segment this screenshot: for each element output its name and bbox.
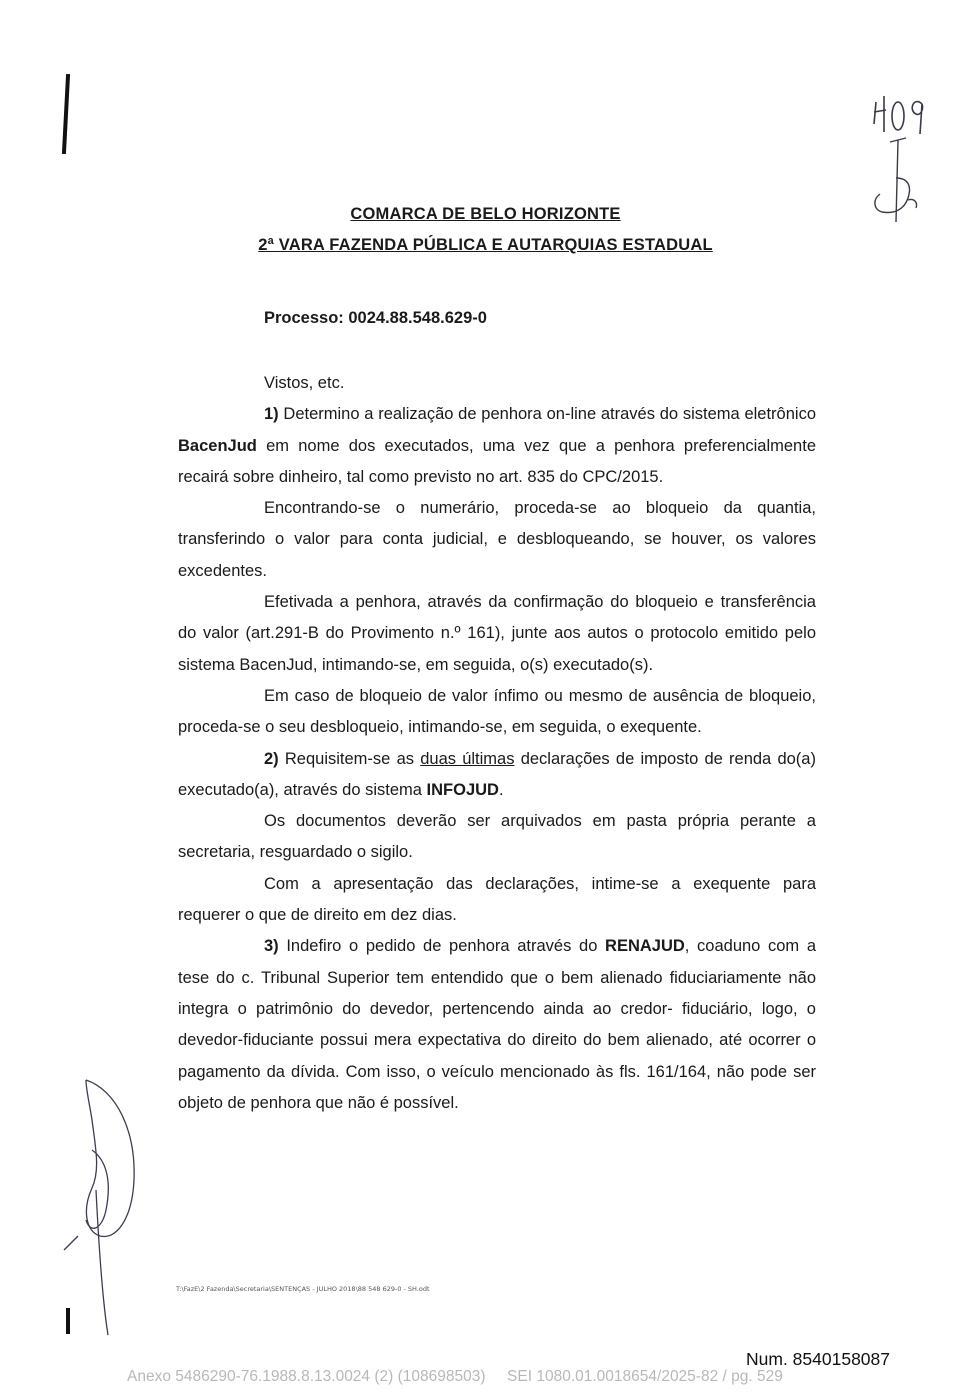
paragraph-8-text-c: , coaduno com a tese do c. Tribunal Superior tem entendido que o bem alienado fiduciariamente não integra o patrimônio do devedor, pertencendo ainda ao credor- fiduciário, logo, o devedor-fiduciante possui mera expectativa do direito do bem alienado, até ocorrer o pagamento da dívida. Com isso, o veículo mencionado às fls. 161/164, não pode ser objeto de penhora que não é possível. — [178, 937, 816, 1112]
paragraph-8 — [178, 931, 816, 1119]
signature — [56, 1060, 156, 1340]
item-number-2: 2) — [264, 749, 279, 768]
paragraph-1-text-c: em nome dos executados, uma vez que a penhora preferencialmente recairá sobre dinheiro, tal como previsto no art. 835 do CPC/2015. — [178, 436, 816, 486]
process-number: Processo: 0024.88.548.629-0 — [264, 309, 487, 327]
court-name: COMARCA DE BELO HORIZONTE — [350, 205, 621, 223]
paragraph-5-text-c: declarações de imposto de renda do(a) executado(a), através do sistema — [178, 749, 816, 799]
court-division: 2ª VARA FAZENDA PÚBLICA E AUTARQUIAS ESTADUAL — [258, 236, 713, 254]
paragraph-8-text-a: Indefiro o pedido de penhora através do — [278, 937, 606, 956]
item-number-1: 1) — [264, 405, 279, 424]
decision-body — [178, 368, 816, 1119]
bacenjud-term: BacenJud — [178, 436, 257, 455]
paragraph-5-text-a: Requisitem-se as — [278, 749, 421, 768]
underlined-term: duas últimas — [420, 749, 515, 768]
renajud-term: RENAJUD — [605, 937, 685, 956]
paragraph-5 — [178, 744, 816, 807]
item-number-3: 3) — [264, 937, 279, 956]
paragraph-4: Em caso de bloqueio de valor ínfimo ou mesmo de ausência de bloqueio, proceda-se o seu desbloqueio, intimando-se, em seguida, o exequente. — [178, 686, 816, 737]
paragraph-5-text-e: . — [498, 780, 504, 799]
margin-mark-top — [62, 74, 70, 154]
paragraph-2: Encontrando-se o numerário, proceda-se ao bloqueio da quantia, transferindo o valor para conta judicial, e desbloqueando, se houver, os valores excedentes. — [178, 499, 816, 580]
paragraph-7: Com a apresentação das declarações, intime-se a exequente para requerer o que de direito em dez dias. — [178, 874, 816, 925]
greeting: Vistos, etc. — [264, 374, 345, 392]
document-number: Num. 8540158087 — [746, 1349, 890, 1369]
paragraph-3: Efetivada a penhora, através da confirmação do bloqueio e transferência do valor (art.291-B do Provimento n.º 161), junte aos autos o protocolo emitido pelo sistema BacenJud, intimando-se, em seguida, o(s) executado(s). — [178, 593, 816, 674]
folio-number-409 — [874, 96, 923, 134]
paragraph-6: Os documentos deverão ser arquivados em pasta própria perante a secretaria, resguardado o sigilo. — [178, 812, 816, 862]
paragraph-1-text-a: Determino a realização de penhora on-line através do sistema eletrônico — [278, 405, 816, 424]
file-path: T:\FazE\2 Fazenda\Secretaria\SENTENÇAS - JULHO 2018\88 548 629-0 - SH.odt — [176, 1285, 430, 1293]
annex-reference: Anexo 5486290-76.1988.8.13.0024 (2) (108698503) SEI 1080.01.0018654/2025-82 / pg. 529 — [127, 1368, 783, 1385]
paragraph-1 — [178, 399, 816, 493]
infojud-term: INFOJUD — [426, 780, 499, 799]
